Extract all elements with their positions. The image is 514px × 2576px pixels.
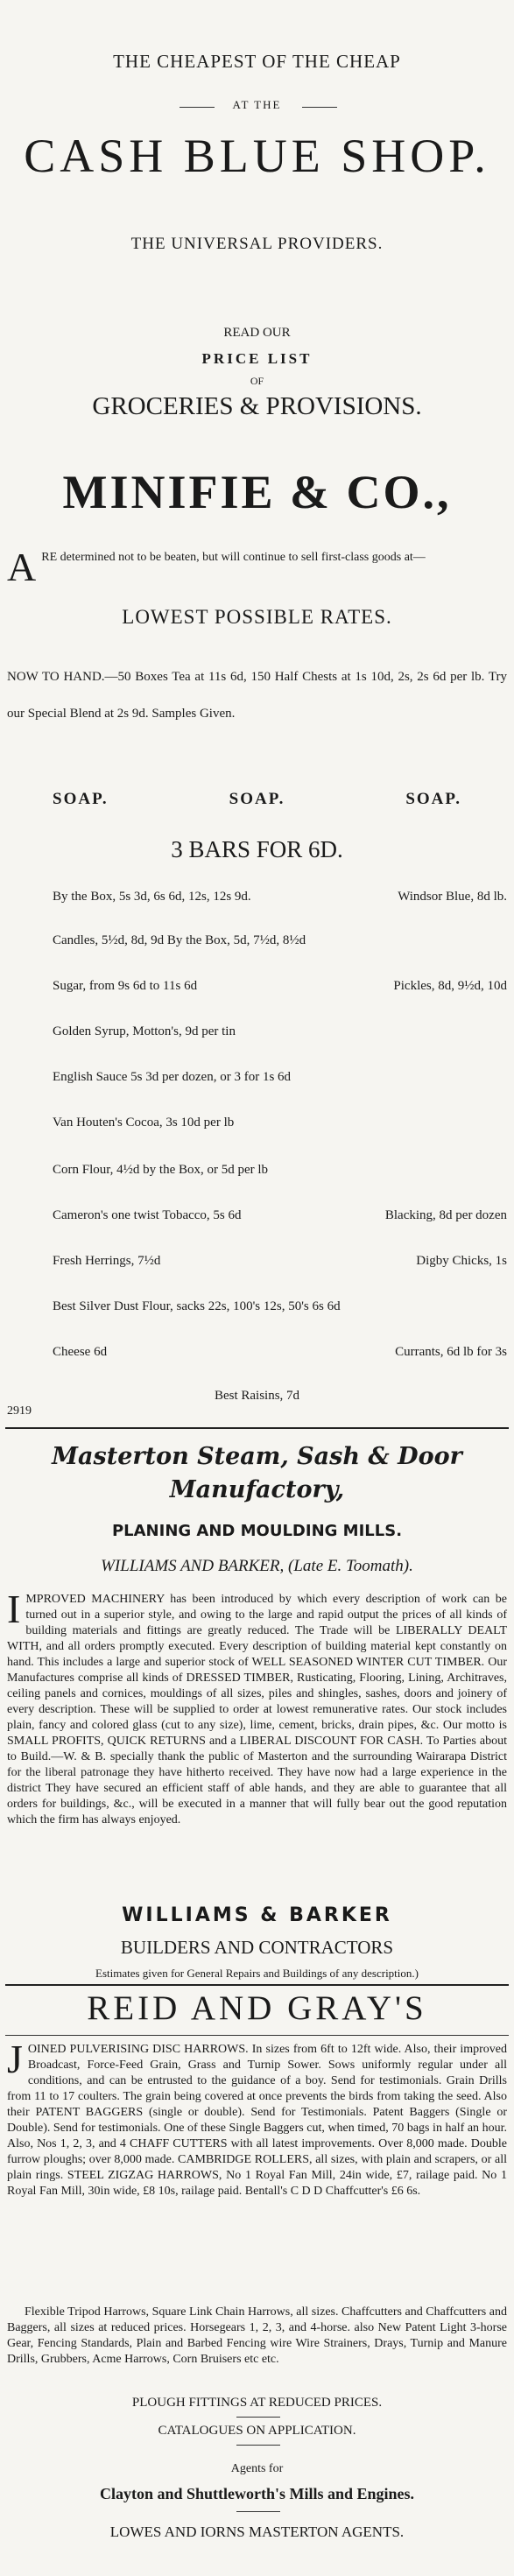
price-row-left: Candles, 5½d, 8d, 9d By the Box, 5d, 7½d, 8½d bbox=[53, 933, 306, 947]
catalogues: CATALOGUES ON APPLICATION. bbox=[158, 2424, 356, 2438]
price-row bbox=[53, 1070, 507, 1085]
title-underline bbox=[5, 2035, 509, 2036]
reid-gray-body bbox=[7, 2037, 507, 2199]
clayton-shuttleworth: Clayton and Shuttleworth's Mills and Engines. bbox=[99, 2485, 415, 2502]
at-the: AT THE bbox=[232, 98, 282, 111]
price-row-right: Currants, 6d lb for 3s bbox=[395, 1345, 507, 1359]
price-row-left: English Sauce 5s 3d per dozen, or 3 for 1s 6d bbox=[53, 1070, 292, 1084]
short-rule bbox=[236, 2445, 280, 2446]
intro-paragraph bbox=[7, 545, 507, 589]
headline: THE CHEAPEST OF THE CHEAP bbox=[113, 51, 401, 72]
manufactory-body bbox=[7, 1587, 507, 1828]
price-row-left: Golden Syrup, Motton's, 9d per tin bbox=[53, 1024, 236, 1038]
lowest-rates: LOWEST POSSIBLE RATES. bbox=[122, 606, 392, 628]
price-list: PRICE LIST bbox=[201, 350, 313, 367]
groceries-provisions: GROCERIES & PROVISIONS. bbox=[92, 392, 422, 420]
price-row bbox=[53, 1345, 507, 1360]
manufactory-title-line1: Masterton Steam, Sash & Door bbox=[52, 1443, 462, 1470]
body-text-1: OINED PULVERISING DISC HARROWS. In sizes from 6ft to 12ft wide. Also, their improved Broadcast, Force-Feed Grain, Grass and Turnip Sower. Sows uniformly regular under all conditions, and can be entrusted to the guidance of a boy. Send for testimonials. Grain Drills from 11 to 17 coulters. The grain being covered at once prevents the birds from taking the seed. Also their PATENT BAGGERS (single or double). Send for Testimonials. Patent Baggers (Single or Double). Send for testimonials. One of these Single Baggers cut, when timed, 70 bags in half an hour. Also, Nos 1, 2, 3, and 4 CHAFF CUTTERS with all latest improvements. Over 8,000 made. Double furrow ploughs; over 8,000 made. CAMBRIDGE ROLLERS, all sizes, with plain and scrapers, or all plain rings. STEEL ZIGZAG HARROWS, No 1 Royal Fan Mill, 24in wide, £7, railage paid. No 1 Royal Fan Mill, 30in wide, £8 10s, railage paid. Bentall's C D D Chaffcutter's £6 6s. bbox=[7, 2043, 507, 2198]
estimates-note: Estimates given for General Repairs and Buildings of any description.) bbox=[95, 1967, 419, 1980]
reid-gray-title: REID AND GRAY'S bbox=[87, 1989, 427, 2027]
best-raisins: Best Raisins, 7d bbox=[214, 1389, 300, 1403]
short-rule bbox=[236, 2511, 280, 2512]
soap-word-1: SOAP. bbox=[53, 790, 109, 808]
plough-fittings: PLOUGH FITTINGS AT REDUCED PRICES. bbox=[131, 2396, 383, 2410]
price-row-right: Windsor Blue, 8d lb. bbox=[398, 890, 507, 904]
planing-moulding: PLANING AND MOULDING MILLS. bbox=[111, 1522, 403, 1540]
soap-word-2: SOAP. bbox=[229, 790, 285, 808]
price-row-left: Best Silver Dust Flour, sacks 22s, 100's 12s, 50's 6s 6d bbox=[53, 1299, 341, 1313]
price-row bbox=[53, 890, 507, 904]
universal-providers: THE UNIVERSAL PROVIDERS. bbox=[130, 235, 384, 253]
price-row bbox=[53, 1116, 507, 1130]
price-row-left: By the Box, 5s 3d, 6s 6d, 12s, 12s 9d. bbox=[53, 890, 251, 904]
firm-name: MINIFIE & CO., bbox=[62, 466, 452, 518]
price-row bbox=[53, 1208, 507, 1223]
williams-barker-name: WILLIAMS & BARKER bbox=[122, 1904, 392, 1926]
ad-separator bbox=[5, 1984, 509, 1986]
intro-dropcap: A bbox=[7, 545, 37, 589]
reid-gray-body-2 bbox=[7, 2305, 507, 2368]
three-bars-for-6d: 3 BARS FOR 6D. bbox=[171, 836, 343, 862]
price-row-right: Digby Chicks, 1s bbox=[416, 1254, 507, 1268]
price-row-left: Cheese 6d bbox=[53, 1345, 108, 1359]
price-row bbox=[53, 979, 507, 994]
body-dropcap: J bbox=[7, 2037, 23, 2081]
price-row bbox=[53, 1163, 507, 1178]
price-row bbox=[53, 1254, 507, 1269]
manufactory-title-line2: Manufactory, bbox=[169, 1476, 345, 1503]
at-the-right-rule bbox=[302, 107, 337, 108]
builders-contractors: BUILDERS AND CONTRACTORS bbox=[120, 1937, 394, 1958]
price-row-left: Corn Flour, 4½d by the Box, or 5d per lb bbox=[53, 1163, 269, 1177]
of-word: OF bbox=[250, 375, 264, 387]
soap-word-3: SOAP. bbox=[405, 790, 461, 808]
read-our: READ OUR bbox=[223, 326, 291, 340]
price-row bbox=[53, 1024, 507, 1039]
ad-ref-number: 2919 bbox=[7, 1404, 32, 1418]
now-to-hand: NOW TO HAND.—50 Boxes Tea at 11s 6d, 150 Half Chests at 1s 10d, 2s, 2s 6d per lb. Try our Special Blend at 2s 9d. Samples Given. bbox=[7, 670, 507, 721]
price-row bbox=[53, 933, 507, 948]
proprietors: WILLIAMS AND BARKER, (Late E. Toomath). bbox=[101, 1557, 413, 1575]
lowes-iorns: LOWES AND IORNS MASTERTON AGENTS. bbox=[109, 2523, 405, 2540]
ad-separator bbox=[5, 1427, 509, 1429]
price-row-right: Pickles, 8d, 9½d, 10d bbox=[393, 979, 507, 993]
price-row-left: Fresh Herrings, 7½d bbox=[53, 1254, 161, 1268]
price-row-left: Sugar, from 9s 6d to 11s 6d bbox=[53, 979, 198, 993]
price-row bbox=[53, 1299, 507, 1314]
body-dropcap: I bbox=[7, 1587, 21, 1631]
price-row-left: Cameron's one twist Tobacco, 5s 6d bbox=[53, 1208, 242, 1222]
price-row-left: Van Houten's Cocoa, 3s 10d per lb bbox=[53, 1116, 235, 1130]
body-text: MPROVED MACHINERY has been introduced by which every description of work can be turned out in a superior style, and owing to the large and rapid output the prices of all kinds of building materials and fittings are greatly reduced. The Trade will be LIBERALLY DEALT WITH, and all orders promptly executed. Every description of building material kept constantly on hand. This includes a large and superior stock of WELL SEASONED WINTER CUT TIMBER. Our Manufactures comprise all kinds of DRESSED TIMBER, Rusticating, Flooring, Lining, Architraves, ceiling panels and cornices, mouldings of all sizes, piles and shingles, sashes, doors and joinery of every description. These will be supplied to order at lowest remunerative rates. Our stock includes plain, fancy and colored glass (cut to any size), lime, cement, bricks, drain pipes, &c. Our motto is SMALL PROFITS, QUICK RETURNS and a LIBERAL DISCOUNT FOR CASH. To Parties about to Build.—W. & B. specially thank the public of Masterton and the surrounding Wairarapa District for the liberal patronage they have hitherto received. They have now had a large experience in the district They have secured an efficient staff of able hands, and they are able to guarantee that all orders for buildings, &c., will be executed in a manner that will fully bear out the good reputation which the firm has always enjoyed. bbox=[7, 1593, 507, 1826]
body-text-2: Flexible Tripod Harrows, Square Link Chain Harrows, all sizes. Chaffcutters and Chaffcutters and Baggers, all sizes at reduced prices. Horsegears 1, 2, 3, and 4-horse. also New Patent Light 3-horse Gear, Fencing Standards, Plain and Barbed Fencing wire Wire Strainers, Drays, Turnip and Manure Drills, Grubbers, Acme Harrows, Corn Bruisers etc etc. bbox=[7, 2305, 507, 2366]
agents-for: Agents for bbox=[230, 2462, 284, 2475]
short-rule bbox=[236, 2417, 280, 2418]
shop-name: CASH BLUE SHOP. bbox=[24, 130, 490, 182]
intro-text: RE determined not to be beaten, but will continue to sell first-class goods at— bbox=[41, 551, 426, 564]
soap-soap-soap bbox=[53, 790, 461, 809]
price-row-right: Blacking, 8d per dozen bbox=[384, 1208, 507, 1222]
